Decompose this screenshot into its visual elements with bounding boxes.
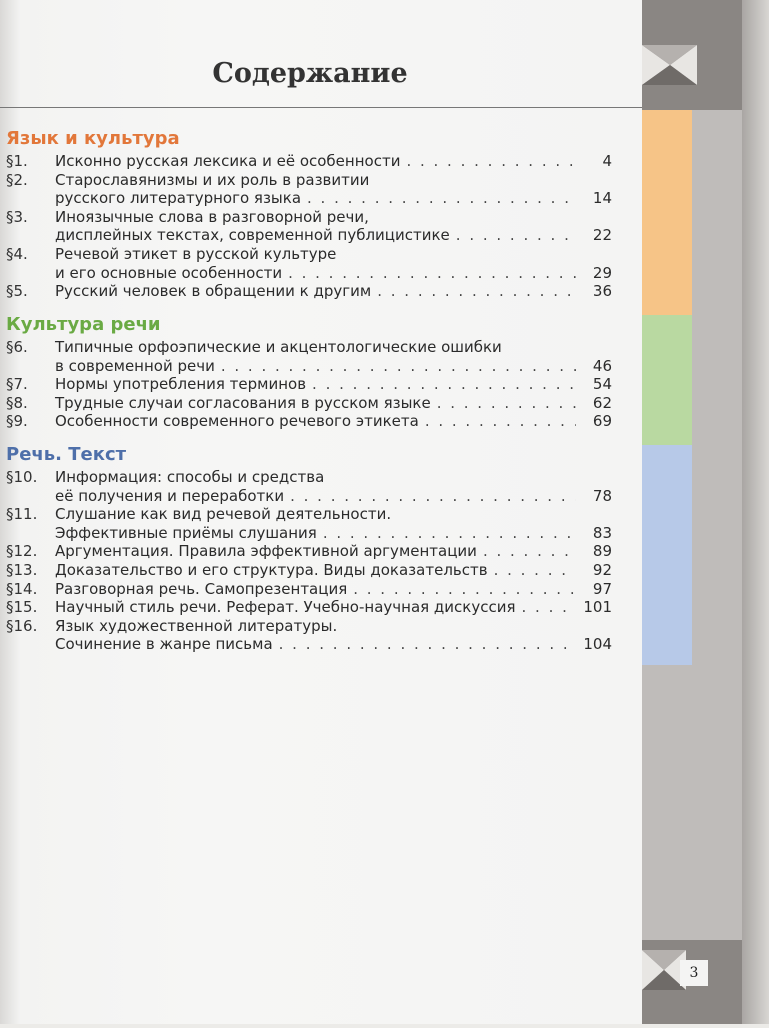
dot-leader (288, 264, 576, 283)
dot-leader (323, 524, 576, 543)
toc-entry-page: 104 (583, 635, 612, 654)
toc-entry-title: Сочинение в жанре письма (55, 635, 273, 654)
toc-entry[interactable] (0, 505, 620, 542)
toc-entry-number: §9. (6, 412, 28, 431)
toc-entry-page: 83 (592, 523, 612, 542)
toc-entry[interactable] (0, 542, 620, 561)
toc-entry-number: §7. (6, 375, 28, 394)
dot-leader (307, 189, 576, 208)
toc-entry-page: 92 (592, 561, 612, 579)
page-edge (742, 0, 769, 1024)
toc-entry[interactable] (0, 171, 620, 208)
dot-leader (279, 635, 576, 654)
toc-entry-line (55, 394, 612, 413)
section-heading: Речь. Текст (6, 444, 127, 465)
toc-entry-line (55, 282, 612, 301)
dot-leader (425, 412, 576, 431)
dot-leader (353, 580, 576, 599)
toc-entry[interactable] (0, 598, 620, 617)
dot-leader (377, 282, 576, 301)
toc-entry-page: 101 (583, 598, 612, 617)
toc-entry-line (55, 524, 612, 543)
toc-entry[interactable] (0, 152, 620, 171)
toc-entry-title: её получения и переработки (55, 486, 285, 505)
dot-leader (312, 375, 576, 394)
toc-entry[interactable] (0, 208, 620, 245)
toc-entry-title: дисплейных текстах, современной публицистике (55, 226, 450, 245)
toc-entry-title: в современной речи (55, 356, 215, 375)
toc-entry-line (55, 357, 612, 376)
toc-entry-number: §5. (6, 282, 28, 301)
dot-leader (456, 226, 576, 245)
toc-entry-line (55, 412, 612, 431)
section-band-green (642, 315, 692, 445)
toc-entry-page: 69 (592, 412, 612, 431)
toc-entry-line (55, 580, 612, 599)
toc-entry[interactable] (0, 617, 620, 654)
section-band-orange (642, 110, 692, 315)
toc-entry-page: 4 (602, 152, 612, 170)
dot-leader (221, 357, 576, 376)
toc-entry-line (55, 375, 612, 394)
page-number: 3 (680, 960, 708, 986)
toc-entry-title: Информация: способы и средства (55, 468, 325, 486)
toc-entry-page: 89 (592, 542, 612, 561)
toc-entry-number: §14. (6, 579, 38, 598)
toc-entry-line (55, 561, 612, 580)
toc-entry-title: Иноязычные слова в разговорной речи, (55, 207, 369, 226)
toc-entry-title: Особенности современного речевого этикета (55, 412, 419, 431)
toc-entry-page: 14 (592, 189, 612, 208)
toc-entry[interactable] (0, 282, 620, 301)
toc-entry-number: §3. (6, 207, 28, 226)
toc-entry-line (55, 264, 612, 283)
toc-entry-page: 46 (592, 356, 612, 375)
section-heading: Культура речи (6, 314, 161, 335)
toc-entry-page: 97 (592, 579, 612, 598)
toc-entry-page: 36 (592, 282, 612, 301)
toc-entry[interactable] (0, 394, 620, 413)
toc-entry-title: Русский человек в обращении к другим (55, 282, 372, 301)
section-band-blue (642, 445, 692, 665)
toc-entry-number: §2. (6, 170, 28, 189)
toc-entry-page: 62 (592, 393, 612, 412)
toc-entry-line (55, 189, 612, 208)
toc-entry-title: и его основные особенности (55, 263, 283, 282)
toc-entry-title: Разговорная речь. Самопрезентация (55, 579, 348, 598)
toc-entry-number: §11. (6, 505, 38, 524)
diamond-pattern-icon (642, 0, 742, 110)
toc-entry-title: русского литературного языка (55, 189, 302, 208)
toc-entry-number: §10. (6, 468, 38, 486)
toc-entry-page: 54 (592, 375, 612, 394)
toc-entry-number: §16. (6, 616, 38, 635)
toc-entry-title: Эффективные приёмы слушания (55, 523, 317, 542)
toc-entry-line (55, 635, 612, 654)
dot-leader (290, 487, 576, 506)
toc-entry[interactable] (0, 561, 620, 580)
toc-entry[interactable] (0, 245, 620, 282)
dot-leader (406, 152, 576, 171)
dot-leader (483, 542, 576, 561)
toc-entry-title: Старославянизмы и их роль в развитии (55, 170, 370, 189)
dot-leader (522, 598, 577, 617)
toc-entry[interactable] (0, 338, 620, 375)
toc-entry[interactable] (0, 412, 620, 431)
toc-entry-title: Речевой этикет в русской культуре (55, 245, 337, 263)
toc-entry-number: §6. (6, 338, 28, 356)
page-title: Содержание (212, 58, 408, 89)
toc-entry-line (55, 542, 612, 561)
toc-entry-page: 78 (592, 486, 612, 505)
toc-entry-line (55, 152, 612, 171)
toc-entry-title: Аргументация. Правила эффективной аргументации (55, 542, 477, 561)
title-divider (0, 107, 642, 108)
toc-entry-title: Исконно русская лексика и её особенности (55, 152, 401, 170)
sidebar-top-block (642, 0, 742, 110)
toc-entry-number: §8. (6, 393, 28, 412)
toc-entry-title: Язык художественной литературы. (55, 616, 338, 635)
toc-entry-number: §4. (6, 245, 28, 263)
toc-entry-title: Типичные орфоэпические и акцентологические ошибки (55, 338, 502, 356)
toc-entry-number: §13. (6, 561, 38, 579)
dot-leader (494, 561, 576, 580)
dot-leader (437, 394, 576, 413)
toc-entry-page: 22 (592, 226, 612, 245)
toc-entry[interactable] (0, 375, 620, 394)
toc-entry-title: Научный стиль речи. Реферат. Учебно-научная дискуссия (55, 598, 516, 617)
section-heading: Язык и культура (6, 128, 180, 149)
toc-entry[interactable] (0, 580, 620, 599)
toc-entry-page: 29 (592, 263, 612, 282)
toc-entry-number: §12. (6, 542, 38, 561)
toc-entry[interactable] (0, 468, 620, 505)
toc-entry-title: Доказательство и его структура. Виды доказательств (55, 561, 488, 579)
toc-entry-title: Трудные случаи согласования в русском языке (55, 393, 431, 412)
toc-entry-number: §15. (6, 598, 38, 617)
toc-entry-line (55, 487, 612, 506)
toc-entry-line (55, 598, 612, 617)
toc-entry-line (55, 226, 612, 245)
toc-entry-title: Нормы употребления терминов (55, 375, 307, 394)
toc-entry-title: Слушание как вид речевой деятельности. (55, 505, 392, 524)
toc-entry-number: §1. (6, 152, 28, 170)
